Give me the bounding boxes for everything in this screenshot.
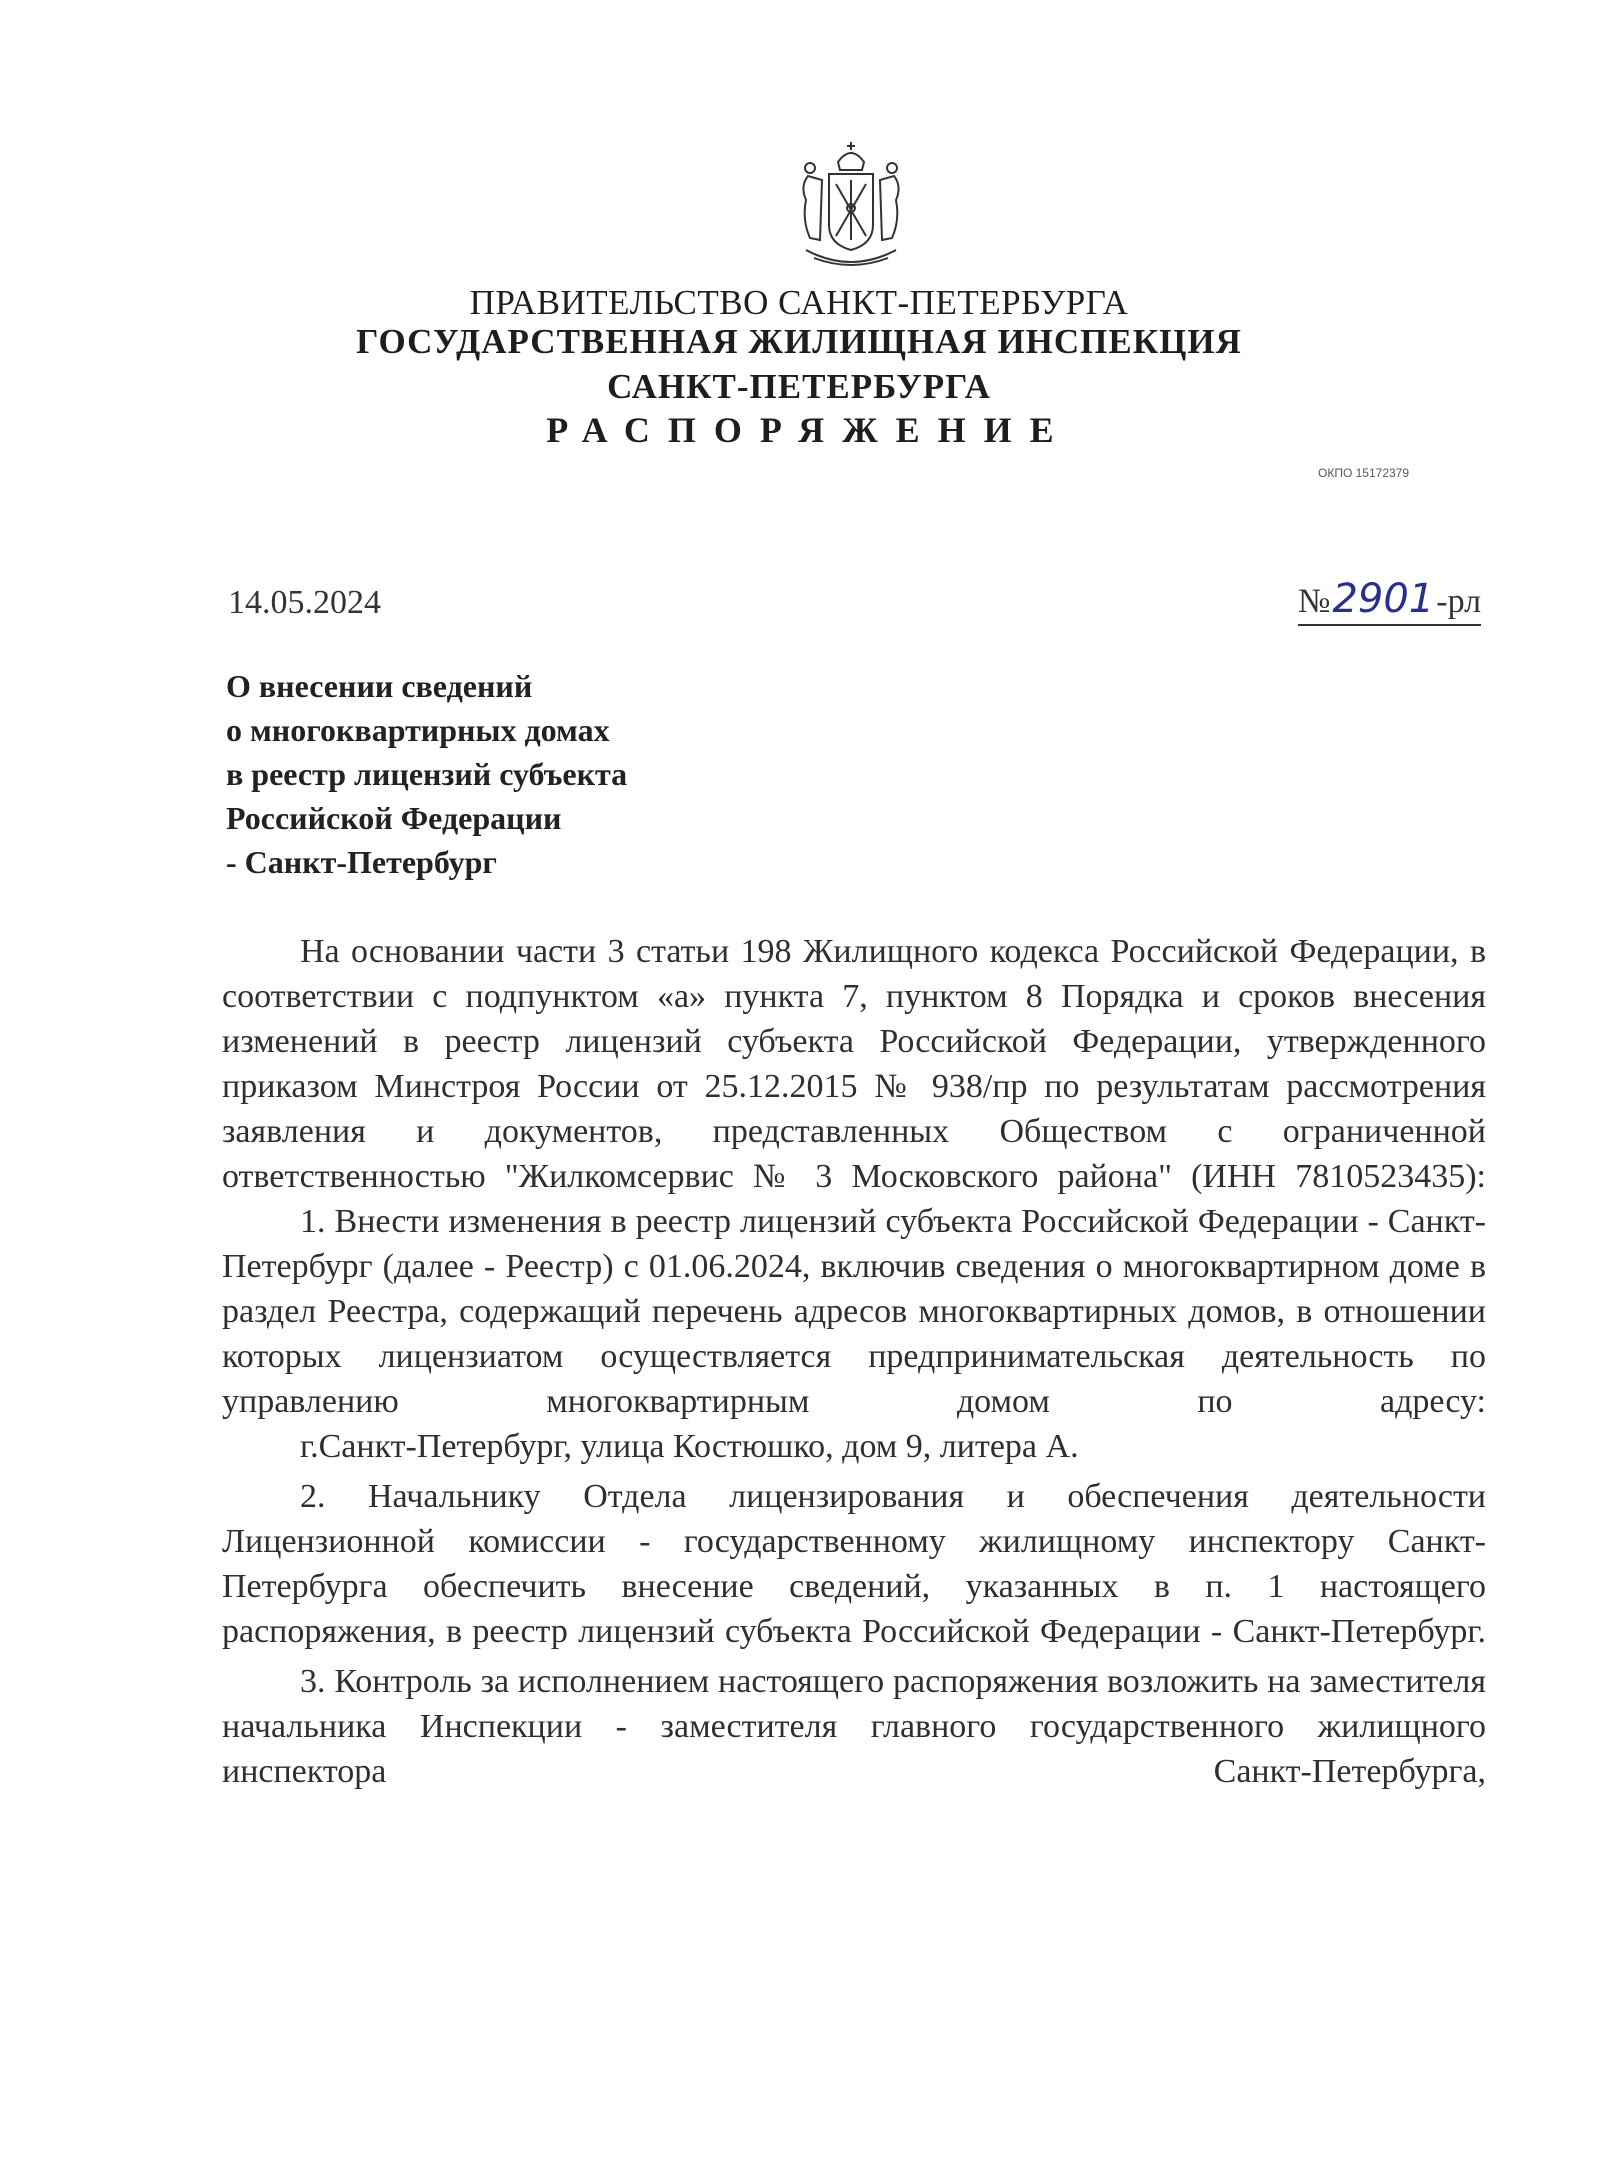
number-prefix: № (1298, 583, 1331, 620)
item-3-paragraph: 3. Контроль за исполнением настоящего распоряжения возложить на заместителя начальника Инспекции - заместителя главного государственного жилищного инспектора Санкт-Петербурга, (222, 1663, 1486, 1790)
inspection-name: ГОСУДАРСТВЕННАЯ ЖИЛИЩНАЯ ИНСПЕКЦИЯ (356, 322, 1242, 361)
subject-line: в реестр лицензий субъекта (226, 756, 628, 792)
item-1-paragraph: 1. Внести изменения в реестр лицензий субъекта Российской Федерации - Санкт-Петербург (далее - Реестр) с 01.06.2024, включив сведения о многоквартирном доме в раздел Реестра, содержащий перечень адресов многоквартирных домов, в отношении которых лицензиатом осуществляется предпринимательская деятельность по управлению многоквартирным домом по адресу: (222, 1203, 1486, 1420)
document-number (1298, 576, 1481, 626)
document-subject (226, 664, 627, 884)
document-type: РАСПОРЯЖЕНИЕ (546, 410, 1072, 450)
coat-of-arms-emblem (796, 140, 906, 275)
subject-line: - Санкт-Петербург (226, 844, 497, 880)
okpo-code: ОКПО 15172379 (1318, 466, 1410, 480)
item-2-paragraph: 2. Начальнику Отдела лицензирования и обеспечения деятельности Лицензионной комиссии - государственному жилищному инспектору Санкт-Петербурга обеспечить внесение сведений, указанных в п. 1 настоящего распоряжения, в реестр лицензий субъекта Российской Федерации - Санкт-Петербург. (222, 1478, 1486, 1650)
subject-line: Российской Федерации (226, 800, 562, 836)
handwritten-number: 2901 (1332, 576, 1435, 622)
government-name: ПРАВИТЕЛЬСТВО САНКТ-ПЕТЕРБУРГА (469, 283, 1129, 322)
number-suffix: -рл (1436, 583, 1482, 620)
document-date: 14.05.2024 (228, 584, 381, 621)
preamble-paragraph: На основании части 3 статьи 198 Жилищного кодекса Российской Федерации, в соответствии с подпунктом «а» пункта 7, пунктом 8 Порядка и сроков внесения изменений в реестр лицензий субъекта Российской Федерации, утвержденного приказом Минстроя России от 25.12.2015 № 938/пр по результатам рассмотрения заявления и документов, представленных Обществом с ограниченной ответственностью "Жилкомсервис № 3 Московского района" (ИНН 7810523435): (222, 933, 1486, 1195)
document-body (222, 929, 1486, 1794)
address-paragraph: г.Санкт-Петербург, улица Костюшко, дом 9, литера А. (300, 1428, 1079, 1465)
subject-line: о многоквартирных домах (226, 712, 610, 748)
inspection-city: САНКТ-ПЕТЕРБУРГА (607, 367, 991, 406)
subject-line: О внесении сведений (226, 668, 533, 704)
